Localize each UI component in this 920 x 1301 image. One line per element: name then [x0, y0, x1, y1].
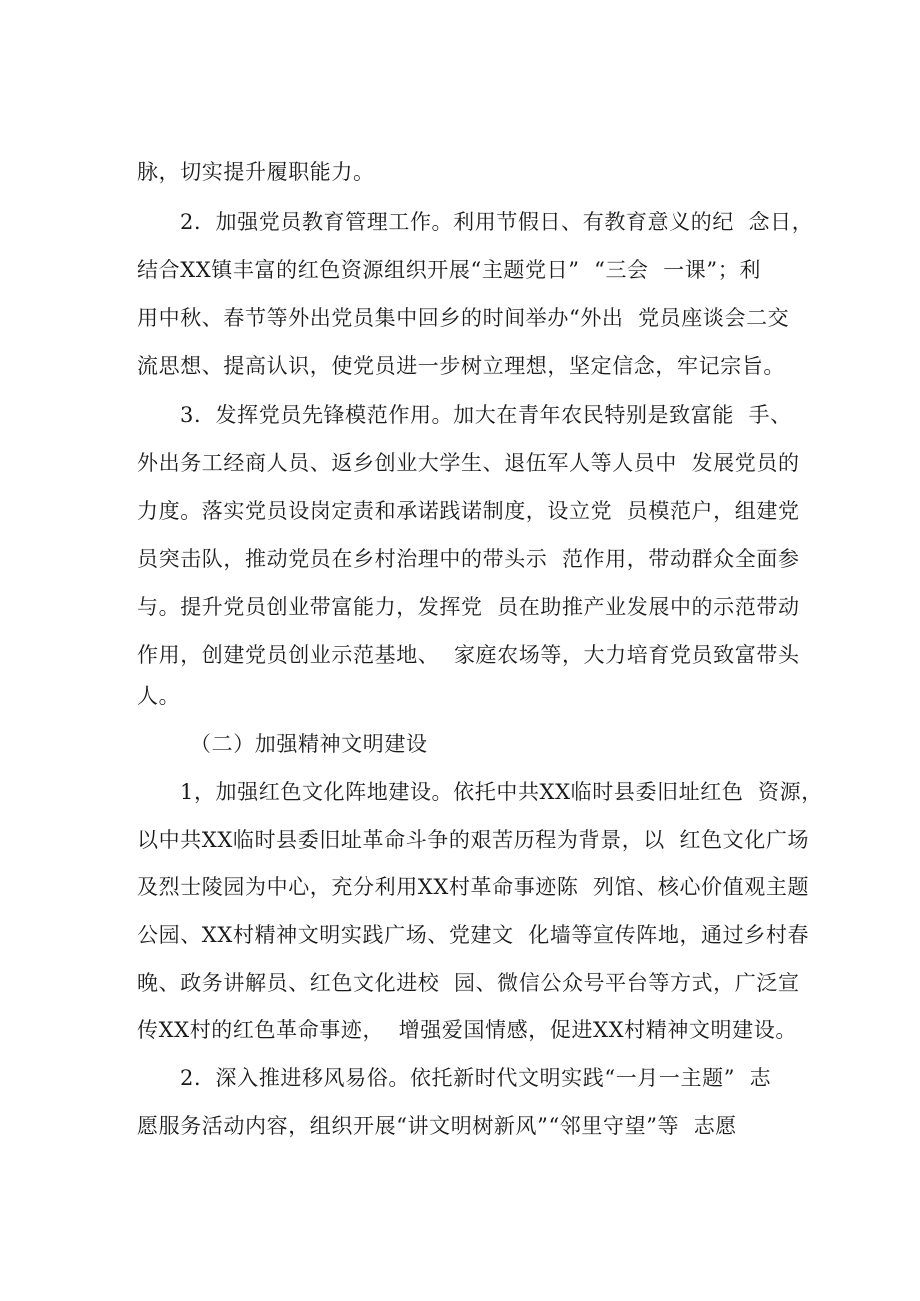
- text-line: 及烈士陵园为中心，充分利用XX村革命事迹陈 列馆、核心价值观主题: [137, 875, 810, 899]
- text-line: 以中共XX临时县委旧址革命斗争的艰苦历程为背景，以 红色文化广场: [137, 828, 810, 852]
- text-line: 3．发挥党员先锋模范作用。加大在青年农民特别是致富能 手、: [180, 403, 792, 427]
- text-line: 传XX村的红色革命事迹， 增强爱国情感，促进XX村精神文明建设。: [137, 1018, 797, 1042]
- text-line: 愿服务活动内容，组织开展“讲文明树新风”“邻里守望”等 志愿: [137, 1114, 737, 1138]
- text-line: 脉，切实提升履职能力。: [137, 160, 375, 184]
- text-line: 流思想、提高认识，使党员进一步树立理想，坚定信念，牢记宗旨。: [137, 354, 785, 378]
- text-line: 用中秋、春节等外出党员集中回乡的时间举办“外出 党员座谈会二交: [137, 306, 790, 330]
- text-line: 公园、XX村精神文明实践广场、党建文 化墙等宣传阵地，通过乡村春: [137, 923, 810, 947]
- text-line: 与。提升党员创业带富能力，发挥党 员在助推产业发展中的示范带动: [137, 595, 800, 619]
- text-line: 力度。落实党员设岗定责和承诺践诺制度，设立党 员模范户，组建党: [137, 499, 800, 523]
- text-line: 员突击队，推动党员在乡村治理中的带头示 范作用，带动群众全面参: [137, 547, 800, 571]
- text-line: 作用，创建党员创业示范基地、 家庭农场等，大力培育党员致富带头: [137, 643, 800, 667]
- section-heading: （二）加强精神文明建设: [190, 732, 428, 756]
- text-line: 人。: [137, 684, 181, 708]
- text-line: 2．深入推进移风易俗。依托新时代文明实践“一月一主题” 志: [180, 1066, 772, 1090]
- text-line: 2．加强党员教育管理工作。利用节假日、有教育意义的纪 念日，: [180, 210, 814, 234]
- text-line: 外出务工经商人员、返乡创业大学生、退伍军人等人员中 发展党员的: [137, 451, 800, 475]
- text-line: 1，加强红色文化阵地建设。依托中共XX临时县委旧址红色 资源，: [180, 780, 823, 804]
- text-line: 晚、政务讲解员、红色文化进校 园、微信公众号平台等方式，广泛宣: [137, 971, 800, 995]
- text-line: 结合XX镇丰富的红色资源组织开展“主题党日” “三会 一课”；利: [137, 258, 761, 282]
